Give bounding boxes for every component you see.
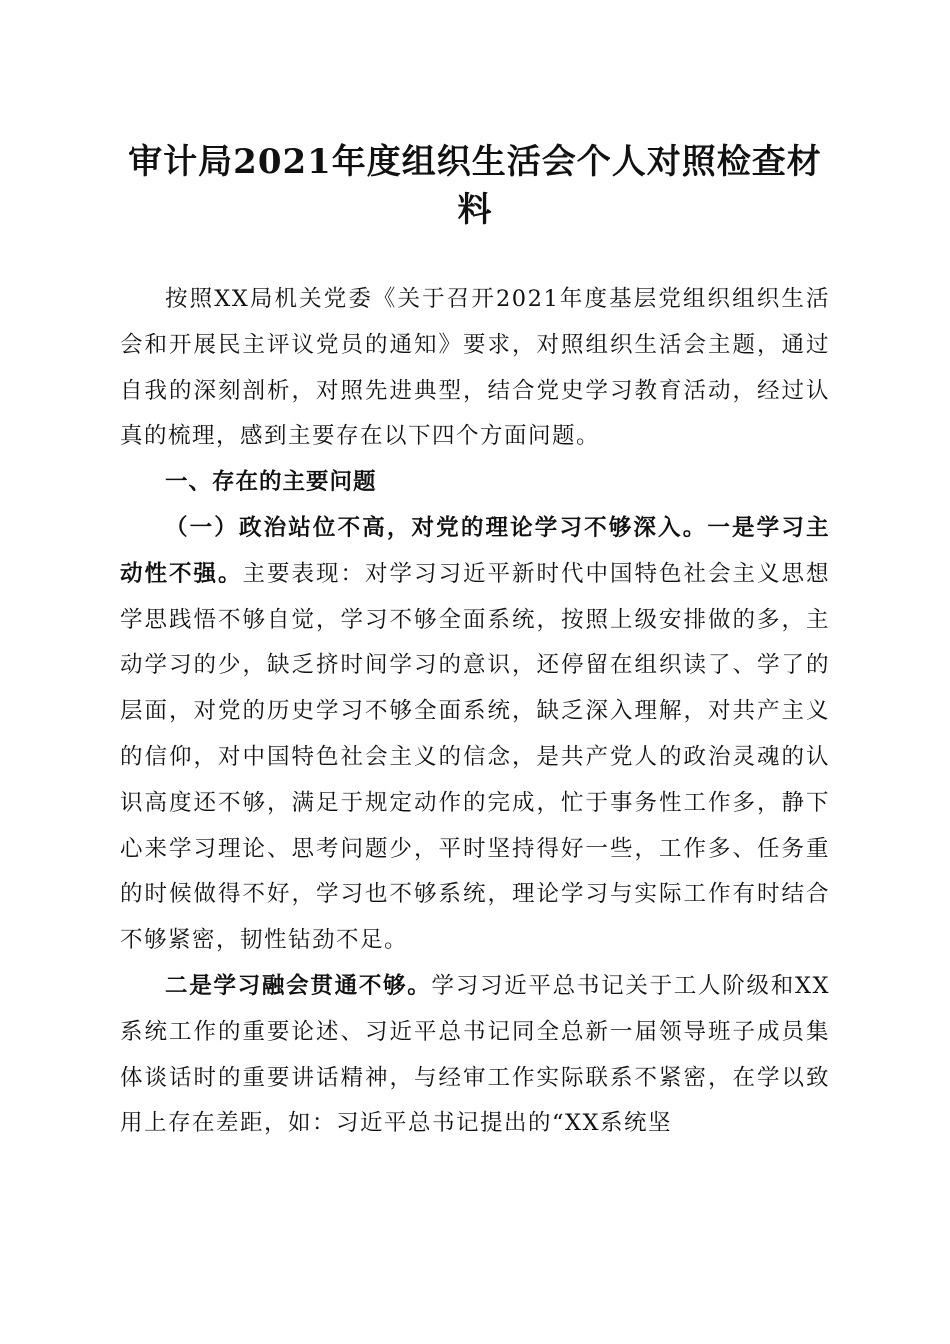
item-1-lead: 一是学习主动性不强。	[120, 514, 830, 587]
item-2-body: 学习习近平总书记关于工人阶级和XX系统工作的重要论述、习近平总书记同全总新一届领导班子成员集体谈话时的重要讲话精神，与经审工作实际联系不紧密，在学以致用上存在差距，如：习近平总书记提出的“XX系统坚	[120, 972, 830, 1137]
section-heading-main-problems: 一、存在的主要问题	[165, 469, 377, 496]
paragraph-item-1	[120, 506, 830, 964]
paragraph-item-2	[120, 964, 830, 1147]
document-title: 审计局2021年度组织生活会个人对照检查材料	[128, 142, 822, 230]
document-body	[120, 277, 830, 1147]
item-2-lead: 二是学习融会贯通不够。	[165, 972, 432, 999]
intro-paragraph: 按照XX局机关党委《关于召开2021年度基层党组织组织生活会和开展民主评议党员的通知》要求，对照组织生活会主题，通过自我的深刻剖析，对照先进典型，结合党史学习教育活动，经过认真的梳理，感到主要存在以下四个方面问题。	[120, 286, 830, 450]
item-1-heading: （一）政治站位不高，对党的理论学习不够深入。	[165, 514, 708, 541]
item-1-body: 主要表现：对学习习近平新时代中国特色社会主义思想学思践悟不够自觉，学习不够全面系统，按照上级安排做的多，主动学习的少，缺乏挤时间学习的意识，还停留在组织读了、学了的层面，对党的历史学习不够全面系统，缺乏深入理解，对共产主义的信仰，对中国特色社会主义的信念，是共产党人的政治灵魂的认识高度还不够，满足于规定动作的完成，忙于事务性工作多，静下心来学习理论、思考问题少，平时坚持得好一些，工作多、任务重的时候做得不好，学习也不够系统，理论学习与实际工作有时结合不够紧密，韧性钻劲不足。	[120, 560, 830, 954]
